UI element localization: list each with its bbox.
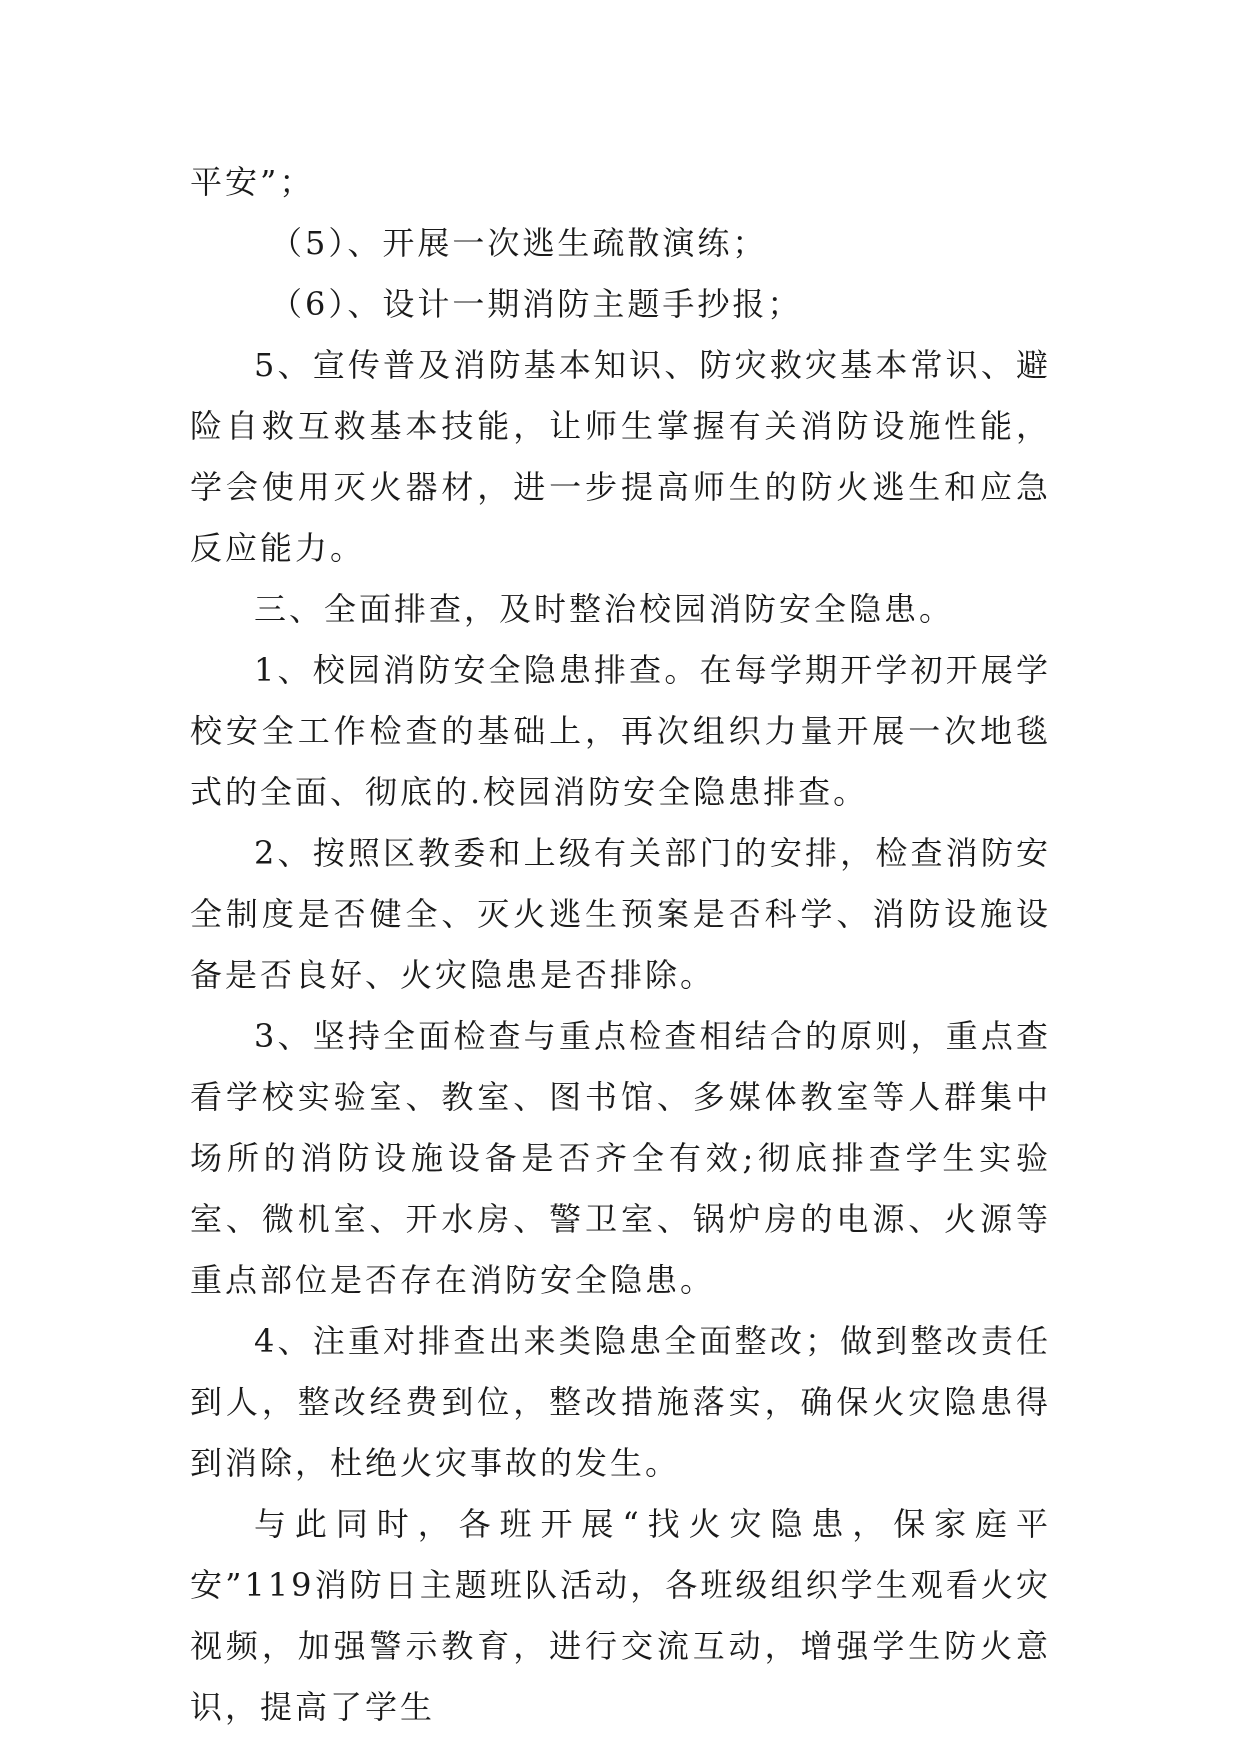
- list-item-6: （6）、设计一期消防主题手抄报；: [270, 285, 803, 323]
- paragraph-item-3: 3、坚持全面检查与重点检查相结合的原则，重点查看学校实验室、教室、图书馆、多媒体教室等人群集中场所的消防设施设备是否齐全有效;彻底排查学生实验室、微机室、开水房、警卫室、锅炉房的电源、火源等重点部位是否存在消防安全隐患。: [190, 1017, 1051, 1299]
- paragraph-item-4: 4、注重对排查出来类隐患全面整改；做到整改责任到人，整改经费到位，整改措施落实，确保火灾隐患得到消除，杜绝火灾事故的发生。: [190, 1322, 1051, 1482]
- paragraph-summary: 与此同时，各班开展“找火灾隐患，保家庭平安”119消防日主题班队活动，各班级组织学生观看火灾视频，加强警示教育，进行交流互动，增强学生防火意识，提高了学生: [190, 1505, 1051, 1726]
- section-heading-3: 三、全面排查，及时整治校园消防安全隐患。: [254, 590, 955, 628]
- paragraph-continuation: 平安”；: [190, 163, 315, 201]
- paragraph-item-2: 2、按照区教委和上级有关部门的安排，检查消防安全制度是否健全、灭火逃生预案是否科学、消防设施设备是否良好、火灾隐患是否排除。: [190, 834, 1051, 994]
- document-body: [190, 152, 1051, 1738]
- paragraph-item-5: 5、宣传普及消防基本知识、防灾救灾基本常识、避险自救互救基本技能，让师生掌握有关消防设施性能，学会使用灭火器材，进一步提高师生的防火逃生和应急反应能力。: [190, 346, 1051, 567]
- list-item-5: （5）、开展一次逃生疏散演练；: [270, 224, 768, 262]
- paragraph-item-1: 1、校园消防安全隐患排查。在每学期开学初开展学校安全工作检查的基础上，再次组织力量开展一次地毯式的全面、彻底的.校园消防安全隐患排查。: [190, 651, 1051, 811]
